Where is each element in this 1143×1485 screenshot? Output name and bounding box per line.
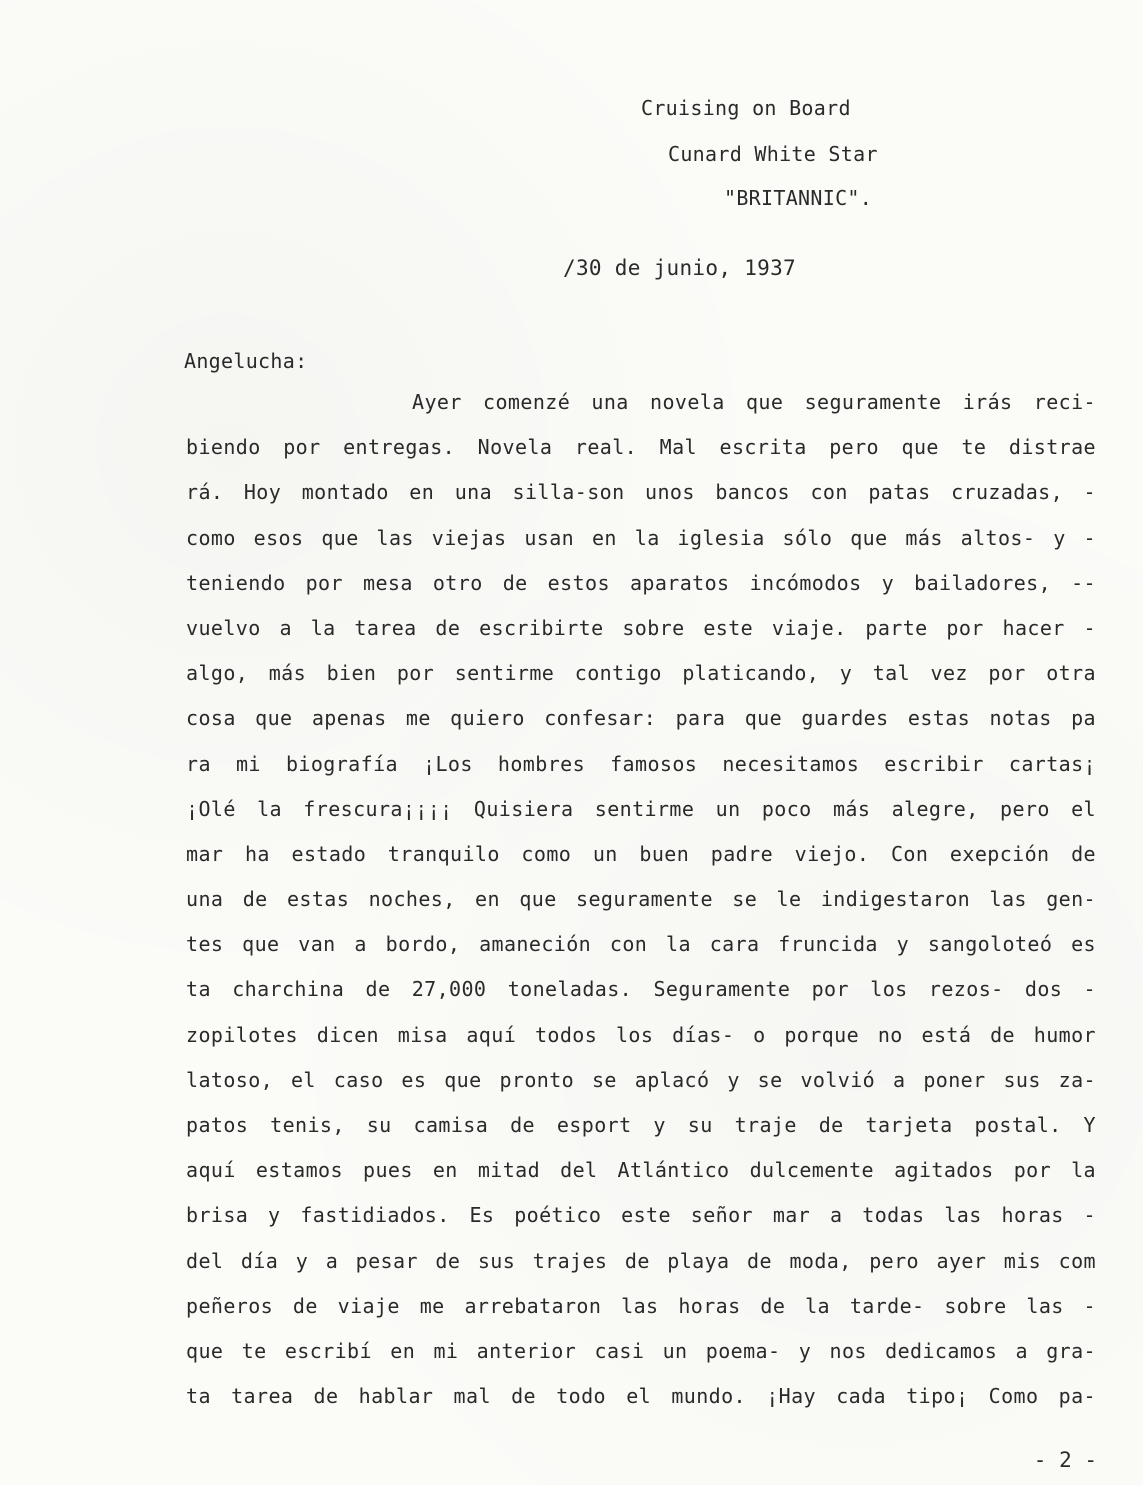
letterhead-line-1: Cruising on Board	[641, 96, 851, 120]
body-line: ra mi biografía ¡Los hombres famosos necesitamos escribir cartas¡	[186, 751, 1096, 776]
body-line: del día y a pesar de sus trajes de playa de moda, pero ayer mis com	[186, 1248, 1096, 1273]
body-line: como esos que las viejas usan en la iglesia sólo que más altos- y -	[186, 525, 1096, 550]
body-line: cosa que apenas me quiero confesar: para que guardes estas notas pa	[186, 706, 1096, 731]
body-line: zopilotes dicen misa aquí todos los días- o porque no está de humor	[186, 1022, 1096, 1047]
body-line: ta charchina de 27,000 toneladas. Seguramente por los rezos- dos -	[186, 977, 1096, 1002]
body-line: Ayer comenzé una novela que seguramente irás reci-	[412, 390, 1096, 414]
body-line: que te escribí en mi anterior casi un poema- y nos dedicamos a gra-	[186, 1338, 1096, 1363]
body-line: ¡Olé la frescura¡¡¡¡ Quisiera sentirme un poco más alegre, pero el	[186, 796, 1096, 821]
body-line: aquí estamos pues en mitad del Atlántico dulcemente agitados por la	[186, 1158, 1096, 1183]
body-line: patos tenis, su camisa de esport y su traje de tarjeta postal. Y	[186, 1113, 1096, 1137]
letterhead-line-3: "BRITANNIC".	[724, 186, 873, 210]
body-line: teniendo por mesa otro de estos aparatos incómodos y bailadores, --	[186, 570, 1096, 595]
salutation: Angelucha:	[184, 349, 308, 373]
body-line: brisa y fastidiados. Es poético este señor mar a todas las horas -	[186, 1203, 1096, 1228]
body-line: vuelvo a la tarea de escribirte sobre este viaje. parte por hacer -	[186, 615, 1096, 640]
body-line: biendo por entregas. Novela real. Mal escrita pero que te distrae	[186, 435, 1096, 460]
page-number: - 2 -	[1033, 1448, 1097, 1472]
body-line: latoso, el caso es que pronto se aplacó y se volvió a poner sus za-	[186, 1067, 1096, 1092]
letter-body	[186, 388, 1096, 1427]
letterhead-line-2: Cunard White Star	[668, 142, 878, 166]
body-line: tes que van a bordo, amaneción con la cara fruncida y sangoloteó es	[186, 932, 1096, 957]
body-line: una de estas noches, en que seguramente se le indigestaron las gen-	[186, 887, 1096, 912]
body-line: rá. Hoy montado en una silla-son unos bancos con patas cruzadas, -	[186, 480, 1096, 505]
body-line: mar ha estado tranquilo como un buen padre viejo. Con exepción de	[186, 841, 1096, 866]
body-line: algo, más bien por sentirme contigo platicando, y tal vez por otra	[186, 661, 1096, 686]
body-line: peñeros de viaje me arrebataron las horas de la tarde- sobre las -	[186, 1293, 1096, 1318]
letter-date: /30 de junio, 1937	[563, 256, 796, 280]
body-line: ta tarea de hablar mal de todo el mundo. ¡Hay cada tipo¡ Como pa-	[186, 1384, 1096, 1409]
